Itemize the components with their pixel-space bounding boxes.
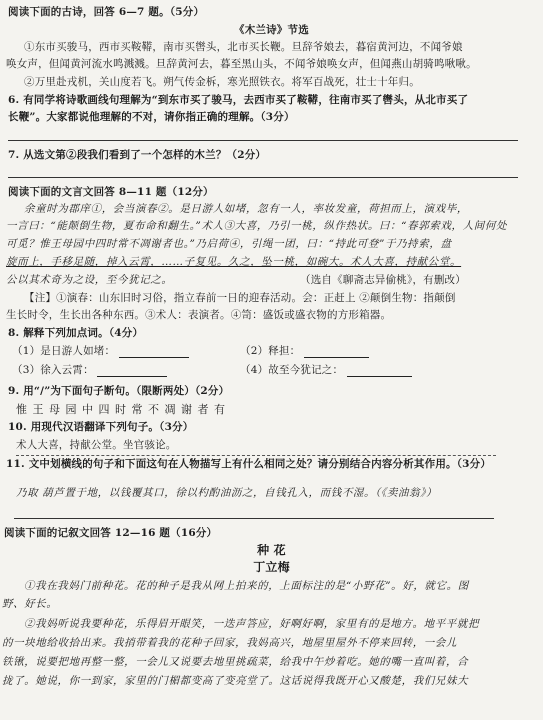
section2-header: 阅读下面的文言文回答 8—11 题（12分） — [8, 186, 214, 198]
question-10: 10. 用现代汉语翻译下列句子。（3分） — [8, 421, 194, 433]
article-p1-line-1: ①我在我妈门前种花。花的种子是我从网上拍来的，上面标注的是“小野花”。好，就它。图 — [24, 580, 469, 592]
question-6-line-2: 长鞭”。大家都说他理解的不对，请你指正确的理解。（3分） — [8, 111, 295, 123]
article-p2-line-3: 铁锹，说要把地再整一整，一会儿又说要去地里挑疏菜，给我中午炒着吃。她的嘴一直叫着，合 — [2, 656, 469, 668]
answer-line-q11[interactable] — [14, 518, 494, 519]
question-8-item-2 — [240, 345, 369, 358]
article-p2-line-4: 拢了。她说，你一到家，家里的门楣都变高了变亮堂了。这话说得我既开心又酸楚，我们兄妹大 — [2, 675, 469, 687]
passage-line-5: 公以其术奇为之设，至今犹记之。 — [6, 274, 173, 286]
q8-item-4-text: （4）故至今犹记之： — [240, 364, 344, 376]
article-p1-line-2: 野、好长。 — [2, 598, 58, 610]
passage-line-1: 余童时为郡庠①，会当演春②。是日游人如堵，忽有一人，率妆发童，荷担而上，演戏毕， — [24, 203, 468, 215]
passage-line-4 — [6, 256, 531, 269]
answer-line-q6[interactable] — [8, 140, 518, 141]
answer-line-q10[interactable] — [16, 455, 496, 456]
question-7: 7. 从选文第②段我们看到了一个怎样的木兰？（2分） — [8, 149, 267, 161]
q8-item-1-text: （1）是日游人如堵： — [12, 345, 116, 357]
passage-line-3: 可觅？惟王母园中四时常不凋谢者也。”乃启荷④，引绳一团，曰：“持此可登”于乃持索，盘 — [6, 238, 452, 250]
passage-line-2: 一言曰：“能颠倒生物，夏布命和翻生。”术人③大喜，乃引一桃，纵作热状。曰：“春郭索戏，人间何处 — [6, 220, 508, 232]
question-8: 8. 解释下列加点词。（4分） — [8, 327, 144, 339]
article-p2-line-2: 的一块地给收拾出来。我捎带着我的花种子回家，我妈高兴，地屋里屋外不停来回转，一会儿 — [2, 637, 458, 649]
answer-line-q7[interactable] — [8, 177, 518, 178]
question-9: 9. 用“/”为下面句子断句。（限断两处）（2分） — [8, 385, 230, 397]
q8-item-2-text: （2）释担： — [240, 345, 301, 357]
note-line-1: 【注】①演春：山东旧时习俗，指立春前一日的迎春活动。会：正赶上 ②颠倒生物：指颠倒 — [24, 292, 456, 304]
article-author: 丁立梅 — [253, 561, 290, 574]
poem-line-3: ②万里赴戎机，关山度若飞。朔气传金柝，寒光照铁衣。将军百战死，壮士十年归。 — [24, 76, 420, 88]
question-9-sentence[interactable]: 惟 王 母 园 中 四 时 常 不 凋 谢 者 有 — [16, 403, 226, 416]
passage-source: （选自《聊斋志异偷桃》，有删改） — [300, 274, 466, 286]
question-8-item-1 — [12, 345, 189, 358]
question-11-quote: 乃取 葫芦置于地，以钱覆其口，徐以杓酌油沥之，自钱孔入，而钱不湿。（《卖油翁》） — [16, 487, 438, 499]
question-11: 11. 文中划横线的句子和下面这句在人物描写上有什么相同之处？请分别结合内容分析其作用。（3分） — [6, 458, 492, 470]
q8-item-3-blank[interactable] — [97, 366, 167, 377]
article-p2-line-1: ②我妈听说我要种花，乐得眉开眼笑，一迭声答应，好啊好啊，家里有的是地方。地平平就把 — [24, 618, 480, 630]
question-10-sentence: 术人大喜，持献公堂。坐官骇论。 — [16, 439, 177, 451]
q8-item-1-blank[interactable] — [119, 347, 189, 358]
poem-line-1: ①东市买骏马，西市买鞍鞯，南市买辔头，北市买长鞭。旦辞爷娘去，暮宿黄河边，不闻爷娘 — [24, 41, 463, 53]
q8-item-2-blank[interactable] — [304, 347, 369, 358]
note-line-2: 生长时令，生长出各种东西。③术人：表演者。④笥：盛饭或盛衣物的方形箱器。 — [6, 309, 392, 321]
q8-item-3-text: （3）徐入云霄： — [12, 364, 94, 376]
poem-title: 《木兰诗》节选 — [234, 24, 309, 36]
question-8-item-4 — [240, 364, 412, 377]
article-title: 种 花 — [257, 544, 286, 557]
question-6-line-1: 6. 有同学将诗歌画线句理解为“到东市买了骏马，去西市买了鞍鞯，往南市买了辔头，从北市买了 — [8, 94, 469, 106]
question-8-item-3 — [12, 364, 167, 377]
poem-line-2: 唤女声，但闻黄河流水鸣溅溅。旦辞黄河去，暮至黑山头，不闻爷娘唤女声，但闻燕山胡骑鸣啾啾。 — [6, 58, 477, 70]
underlined-sentence: 旋而上，手移足随，掉入云霄，……子复见。久之，坠一桃，如碗大。术人大喜，持献公堂。 — [6, 256, 462, 268]
q8-item-4-blank[interactable] — [347, 366, 412, 377]
section1-header: 阅读下面的古诗，回答 6—7 题。（5分） — [8, 6, 205, 18]
section3-header: 阅读下面的记叙文回答 12—16 题（16分） — [4, 527, 218, 539]
